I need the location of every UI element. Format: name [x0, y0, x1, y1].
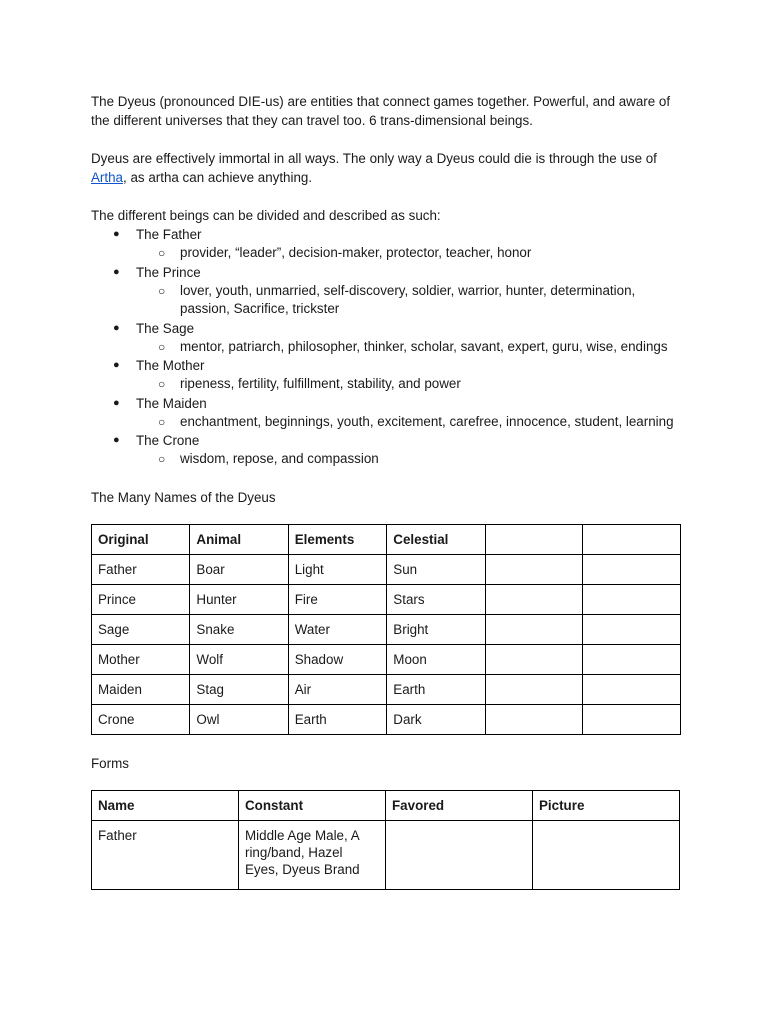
table-row	[92, 614, 681, 644]
table-row	[92, 820, 680, 889]
list-item	[136, 450, 681, 469]
table-cell	[583, 584, 681, 614]
bullet-icon: ●	[113, 434, 120, 446]
table-cell	[485, 674, 583, 704]
table-cell: Earth	[288, 704, 387, 734]
list-item	[136, 413, 681, 432]
being-name: The Prince	[136, 264, 201, 280]
traits-list	[136, 338, 681, 357]
table-cell: Water	[288, 614, 387, 644]
being-traits: lover, youth, unmarried, self-discovery, soldier, warrior, hunter, determination, passion, Sacrifice, trickster	[180, 282, 636, 316]
table-cell	[583, 674, 681, 704]
table-cell	[485, 644, 583, 674]
forms-table-title: Forms	[91, 755, 129, 771]
bullet-icon: ●	[113, 321, 120, 334]
list-item	[91, 225, 681, 263]
table-cell: Shadow	[288, 644, 387, 674]
table-cell: Wolf	[190, 644, 288, 674]
document-page	[91, 92, 681, 890]
table-cell	[485, 614, 583, 644]
header-cell: Constant	[239, 790, 386, 820]
bullet-icon: ●	[113, 228, 120, 240]
table-cell	[583, 614, 681, 644]
table-cell: Air	[288, 674, 387, 704]
circle-bullet-icon: ○	[158, 377, 166, 391]
table-row	[92, 674, 681, 704]
table-cell: Earth	[387, 674, 485, 704]
names-table-title: The Many Names of the Dyeus	[91, 489, 276, 505]
traits-list	[136, 413, 681, 432]
table-cell: Father	[92, 820, 239, 889]
table-cell	[386, 820, 533, 889]
table-cell: Middle Age Male, A ring/band, Hazel Eyes, Dyeus Brand	[239, 820, 386, 889]
traits-list	[136, 244, 681, 263]
artha-link[interactable]: Artha	[91, 170, 124, 185]
table-cell: Dark	[387, 704, 485, 734]
beings-list	[91, 225, 681, 469]
list-item	[136, 282, 681, 319]
table-cell: Mother	[92, 644, 190, 674]
circle-bullet-icon: ○	[158, 339, 166, 354]
traits-list	[136, 450, 681, 469]
bullet-icon: ●	[113, 359, 120, 371]
being-traits: enchantment, beginnings, youth, excitement, carefree, innocence, student, learning	[180, 413, 674, 429]
table-cell	[583, 644, 681, 674]
circle-bullet-icon: ○	[158, 414, 166, 429]
list-item	[91, 319, 681, 357]
header-cell: Original	[92, 524, 190, 554]
table-cell: Boar	[190, 554, 288, 584]
table-cell	[583, 704, 681, 734]
names-table	[91, 524, 681, 735]
header-cell	[485, 524, 583, 554]
table-row	[92, 584, 681, 614]
table-row	[92, 704, 681, 734]
header-cell	[583, 524, 681, 554]
table-cell	[485, 584, 583, 614]
intro-paragraph-1: The Dyeus (pronounced DIE-us) are entities that connect games together. Powerful, and aware of the different universes that they can travel too. 6 trans-dimensional beings.	[91, 94, 671, 128]
table-cell: Bright	[387, 614, 485, 644]
being-name: The Sage	[136, 320, 195, 336]
being-traits: provider, “leader”, decision-maker, protector, teacher, honor	[180, 245, 532, 260]
list-item	[91, 356, 681, 394]
being-name: The Father	[136, 227, 202, 242]
list-item	[91, 394, 681, 432]
circle-bullet-icon: ○	[158, 246, 166, 260]
being-name: The Mother	[136, 358, 205, 373]
table-cell: Fire	[288, 584, 387, 614]
forms-table	[91, 790, 680, 890]
intro-paragraph-3: The different beings can be divided and described as such:	[91, 208, 441, 223]
header-cell: Picture	[533, 790, 680, 820]
table-cell: Sage	[92, 614, 190, 644]
bullet-icon: ●	[113, 265, 120, 278]
bullet-icon: ●	[113, 396, 120, 409]
table-cell: Maiden	[92, 674, 190, 704]
table-cell: Hunter	[190, 584, 288, 614]
being-name: The Crone	[136, 433, 200, 448]
table-row	[92, 554, 681, 584]
table-cell: Father	[92, 554, 190, 584]
list-item	[136, 375, 681, 394]
header-cell: Celestial	[387, 524, 485, 554]
table-cell	[533, 820, 680, 889]
being-traits: ripeness, fertility, fulfillment, stability, and power	[180, 376, 461, 391]
traits-list	[136, 375, 681, 394]
table-header-row	[92, 790, 680, 820]
traits-list	[136, 282, 681, 319]
circle-bullet-icon: ○	[158, 452, 166, 466]
list-item	[136, 244, 681, 263]
table-cell	[583, 554, 681, 584]
table-cell	[485, 704, 583, 734]
table-cell: Snake	[190, 614, 288, 644]
table-cell: Moon	[387, 644, 485, 674]
intro-paragraph-2-end: , as artha can achieve anything.	[123, 170, 313, 185]
table-header-row	[92, 524, 681, 554]
list-item	[136, 338, 681, 357]
table-cell: Owl	[190, 704, 288, 734]
intro-paragraph-2	[91, 149, 681, 187]
circle-bullet-icon: ○	[158, 283, 166, 298]
table-cell: Light	[288, 554, 387, 584]
being-traits: wisdom, repose, and compassion	[180, 451, 379, 466]
table-row	[92, 644, 681, 674]
header-cell: Favored	[386, 790, 533, 820]
being-name: The Maiden	[136, 395, 207, 411]
header-cell: Name	[92, 790, 239, 820]
header-cell: Elements	[288, 524, 387, 554]
table-cell: Stars	[387, 584, 485, 614]
list-item	[91, 263, 681, 319]
table-cell	[485, 554, 583, 584]
table-cell: Stag	[190, 674, 288, 704]
table-cell: Crone	[92, 704, 190, 734]
list-item	[91, 431, 681, 469]
intro-paragraph-2-start: Dyeus are effectively immortal in all ways. The only way a Dyeus could die is through the use of	[91, 151, 657, 166]
being-traits: mentor, patriarch, philosopher, thinker, scholar, savant, expert, guru, wise, endings	[180, 338, 668, 354]
table-cell: Prince	[92, 584, 190, 614]
table-cell: Sun	[387, 554, 485, 584]
header-cell: Animal	[190, 524, 288, 554]
